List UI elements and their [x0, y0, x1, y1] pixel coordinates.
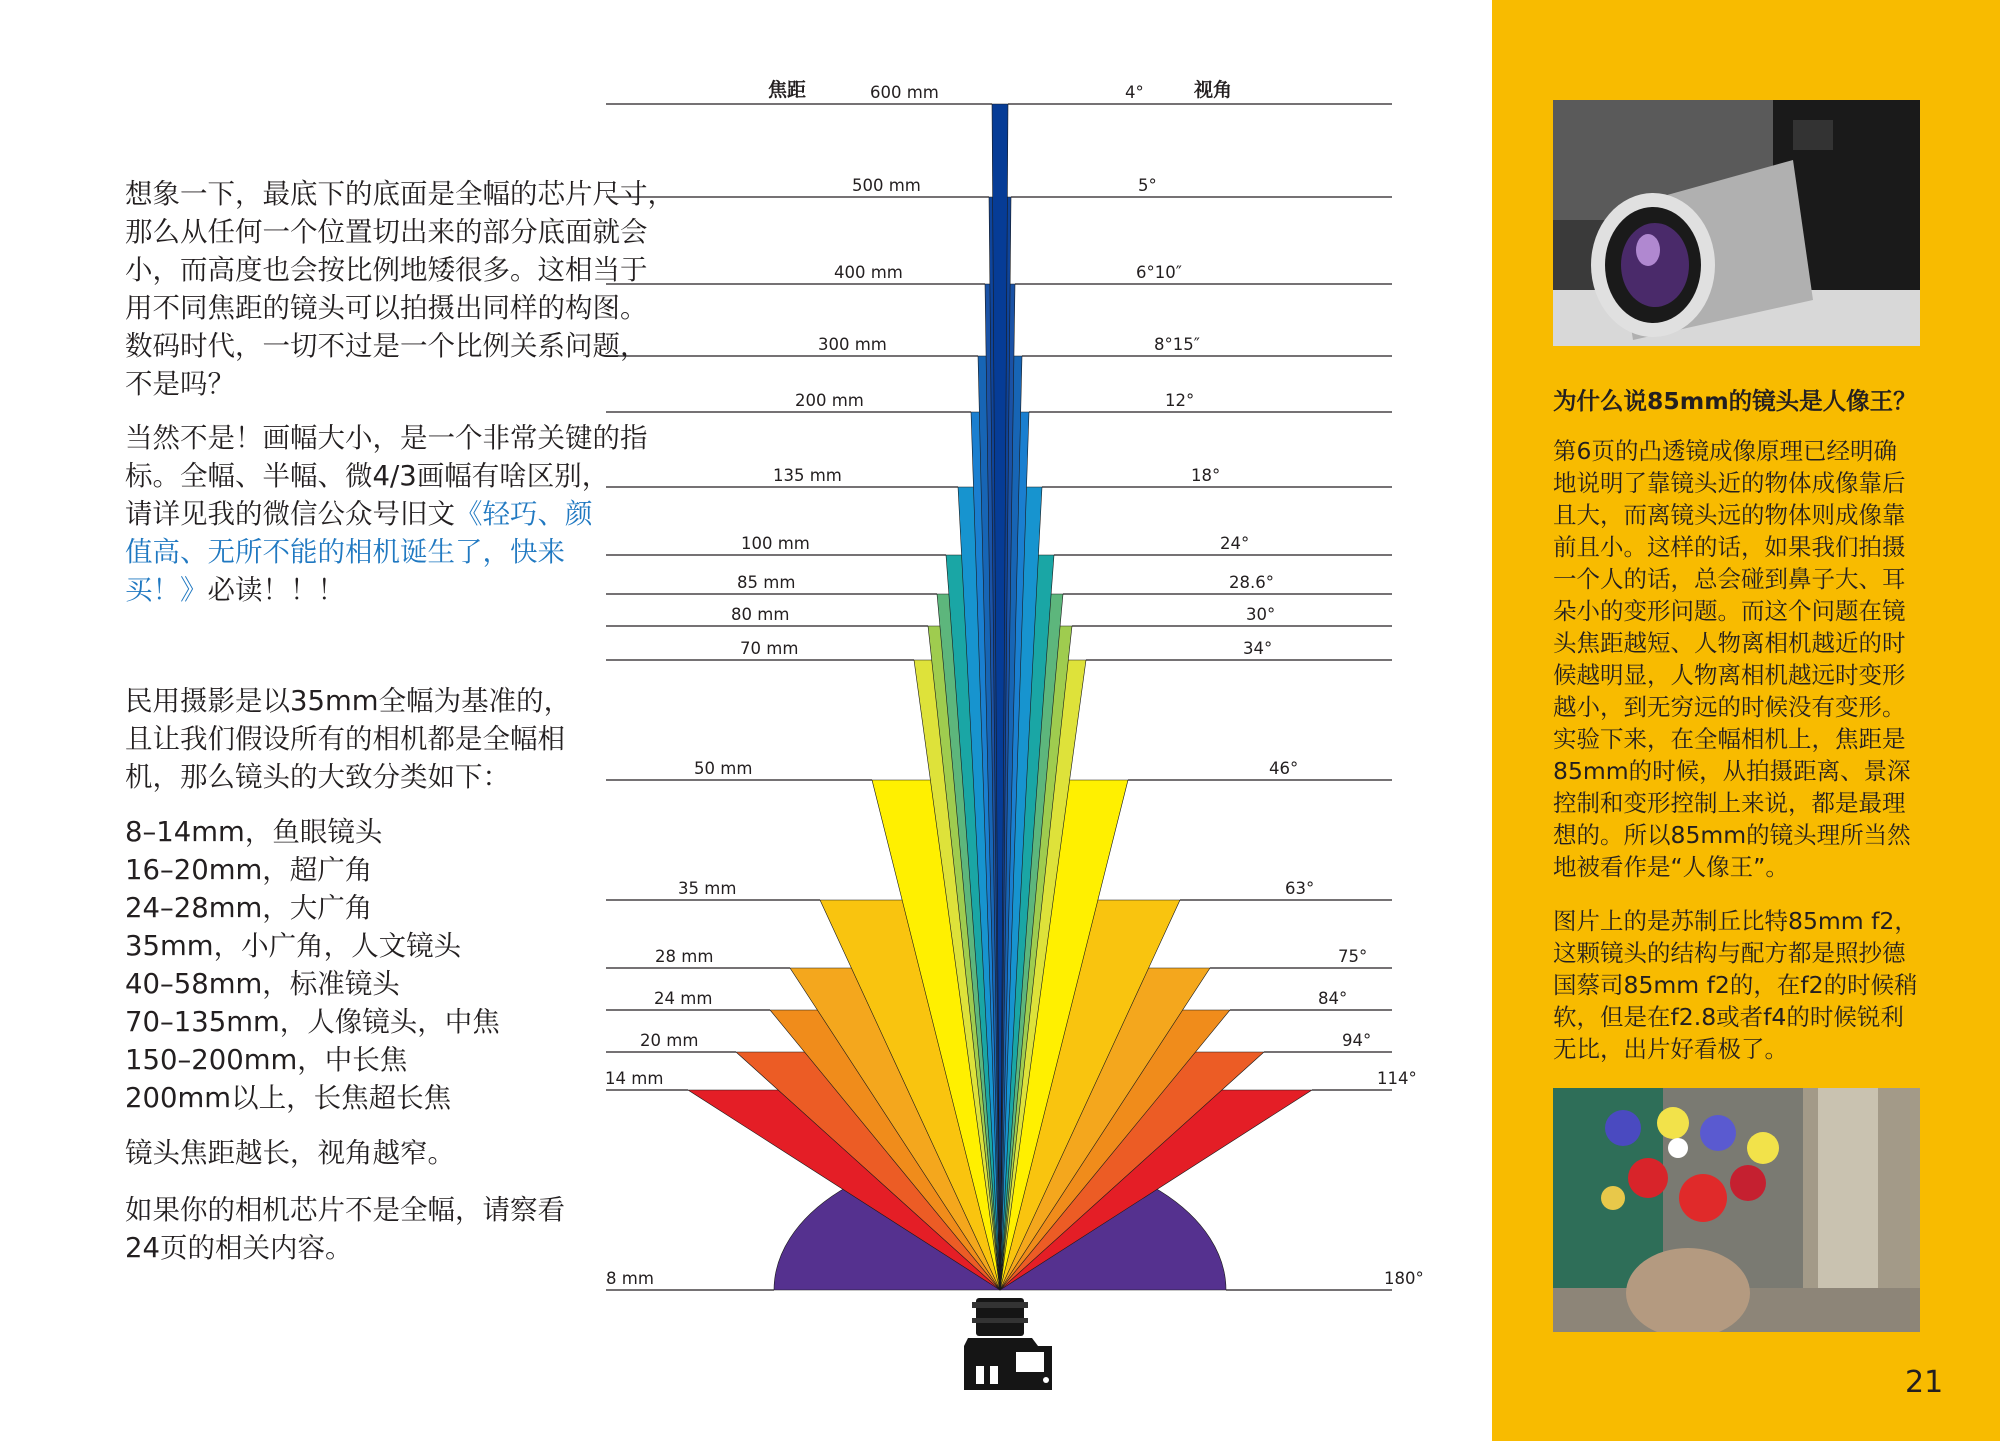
view-angle-label: 75° — [1338, 947, 1368, 966]
portrait-sample-photo — [1553, 1088, 1920, 1332]
focal-length-label: 20 mm — [640, 1031, 699, 1050]
text-line: 如果你的相机芯片不是全幅，请察看 — [125, 1194, 565, 1226]
view-angle-label: 84° — [1318, 989, 1348, 1008]
focal-length-label: 28 mm — [655, 947, 714, 966]
text-line: 第6页的凸透镜成像原理已经明确 — [1553, 437, 1897, 465]
text-line: 那么从任何一个位置切出来的部分底面就会 — [125, 216, 648, 248]
text-line: 软，但是在f2.8或者f4的时候锐利 — [1553, 1003, 1904, 1031]
focal-length-label: 135 mm — [773, 466, 842, 485]
text-line: 一个人的话，总会碰到鼻子大、耳 — [1553, 565, 1906, 593]
focal-length-label: 35 mm — [678, 879, 737, 898]
lens-image — [1553, 100, 1920, 346]
text-line: 前且小。这样的话，如果我们拍摄 — [1553, 533, 1906, 561]
view-angle-label: 180° — [1384, 1269, 1424, 1288]
list-item: 150–200mm，中长焦 — [125, 1044, 408, 1076]
view-angle-label: 46° — [1269, 759, 1299, 778]
text-line: 当然不是！画幅大小，是一个非常关键的指 — [125, 422, 648, 454]
focal-length-label: 14 mm — [605, 1069, 664, 1088]
focal-length-label: 100 mm — [741, 534, 810, 553]
text-line: 用不同焦距的镜头可以拍摄出同样的构图。 — [125, 292, 648, 324]
view-angle-label: 63° — [1285, 879, 1315, 898]
flowers-image — [1553, 1088, 1920, 1332]
angle-wedges — [688, 104, 1315, 1290]
text-line: 候越明显，人物离相机越远时变形 — [1553, 661, 1906, 689]
view-angle-label: 24° — [1220, 534, 1250, 553]
article-link-end[interactable]: 买！》 — [125, 574, 208, 606]
view-angle-label: 94° — [1342, 1031, 1372, 1050]
list-item: 8–14mm，鱼眼镜头 — [125, 816, 383, 848]
page-number: 21 — [1905, 1365, 1944, 1400]
list-item: 40–58mm，标准镜头 — [125, 968, 400, 1000]
text-line: 且让我们假设所有的相机都是全幅相 — [125, 723, 565, 755]
sidebar-title: 为什么说85mm的镜头是人像王？ — [1553, 387, 1917, 415]
text-line: 实验下来，在全幅相机上，焦距是 — [1553, 725, 1906, 753]
text-line: 头焦距越短、人物离相机越近的时 — [1553, 629, 1906, 657]
text-line: 朵小的变形问题。而这个问题在镜 — [1553, 597, 1906, 625]
article-link-continued[interactable]: 值高、无所不能的相机诞生了，快来 — [125, 536, 565, 568]
focal-length-label: 8 mm — [606, 1269, 654, 1288]
text-line: 越小，到无穷远的时候没有变形。 — [1553, 693, 1906, 721]
view-angle-label: 12° — [1165, 391, 1195, 410]
text-line: 不是吗？ — [125, 368, 235, 400]
focal-length-label: 600 mm — [870, 83, 939, 102]
view-angle-label: 114° — [1377, 1069, 1417, 1088]
text-line: 这颗镜头的结构与配方都是照抄德 — [1553, 939, 1906, 967]
text-line: 想象一下，最底下的底面是全幅的芯片尺寸， — [125, 178, 675, 210]
sidebar-lens-description — [1553, 905, 1918, 1065]
focal-length-label: 80 mm — [731, 605, 790, 624]
text-line: 无比，出片好看极了。 — [1553, 1035, 1788, 1063]
text-line: 国蔡司85mm f2的，在f2的时候稍 — [1553, 971, 1918, 999]
focal-length-label: 400 mm — [834, 263, 903, 282]
text-line: 控制和变形控制上来说，都是最理 — [1553, 789, 1906, 817]
article-link[interactable]: 《轻巧、颜 — [455, 498, 593, 530]
text-line: 标。全幅、半幅、微4/3画幅有啥区别， — [125, 460, 610, 492]
text-line: 85mm的时候，从拍摄距离、景深 — [1553, 757, 1911, 785]
list-item: 200mm以上，长焦超长焦 — [125, 1082, 452, 1114]
text-line: 地被看作是“人像王”。 — [1553, 853, 1789, 881]
view-angle-label: 6°10″ — [1136, 263, 1182, 282]
text-line: 且大，而离镜头远的物体则成像靠 — [1553, 501, 1906, 529]
list-item: 16–20mm，超广角 — [125, 854, 373, 886]
focal-length-label: 70 mm — [740, 639, 799, 658]
focal-length-label: 200 mm — [795, 391, 864, 410]
sidebar-paragraph — [1553, 435, 1911, 883]
view-angle-label: 30° — [1246, 605, 1276, 624]
focal-length-label: 300 mm — [818, 335, 887, 354]
text-line: 机，那么镜头的大致分类如下： — [125, 761, 510, 793]
text-line: 想的。所以85mm的镜头理所当然 — [1553, 821, 1911, 849]
text-line: 24页的相关内容。 — [125, 1232, 353, 1264]
focal-length-label: 24 mm — [654, 989, 713, 1008]
view-angle-label: 18° — [1191, 466, 1221, 485]
lens-photo — [1553, 100, 1920, 346]
list-item: 35mm，小广角，人文镜头 — [125, 930, 462, 962]
text-fragment: 请详见我的微信公众号旧文 — [125, 498, 455, 530]
focal-length-header: 焦距 — [768, 79, 807, 101]
view-angle-label: 5° — [1138, 176, 1157, 195]
camera-icon — [964, 1298, 1052, 1390]
focal-length-label: 85 mm — [737, 573, 796, 592]
view-angle-label: 28.6° — [1229, 573, 1274, 592]
focal-angle-statement: 镜头焦距越长，视角越窄。 — [125, 1137, 455, 1169]
text-line: 民用摄影是以35mm全幅为基准的， — [125, 685, 572, 717]
text-line: 数码时代，一切不过是一个比例关系问题， — [125, 330, 648, 362]
view-angle-label: 8°15″ — [1154, 335, 1200, 354]
text-line: 小，而高度也会按比例地矮很多。这相当于 — [125, 254, 648, 286]
view-angle-header: 视角 — [1194, 79, 1233, 101]
list-item: 70–135mm，人像镜头，中焦 — [125, 1006, 500, 1038]
text-fragment: 必读！！！ — [207, 574, 345, 606]
text-line: 图片上的是苏制丘比特85mm f2， — [1553, 907, 1918, 935]
view-angle-label: 4° — [1125, 83, 1144, 102]
focal-length-label: 500 mm — [852, 176, 921, 195]
view-angle-label: 34° — [1243, 639, 1273, 658]
list-item: 24–28mm，大广角 — [125, 892, 373, 924]
focal-length-label: 50 mm — [694, 759, 753, 778]
text-line: 地说明了靠镜头近的物体成像靠后 — [1553, 469, 1906, 497]
